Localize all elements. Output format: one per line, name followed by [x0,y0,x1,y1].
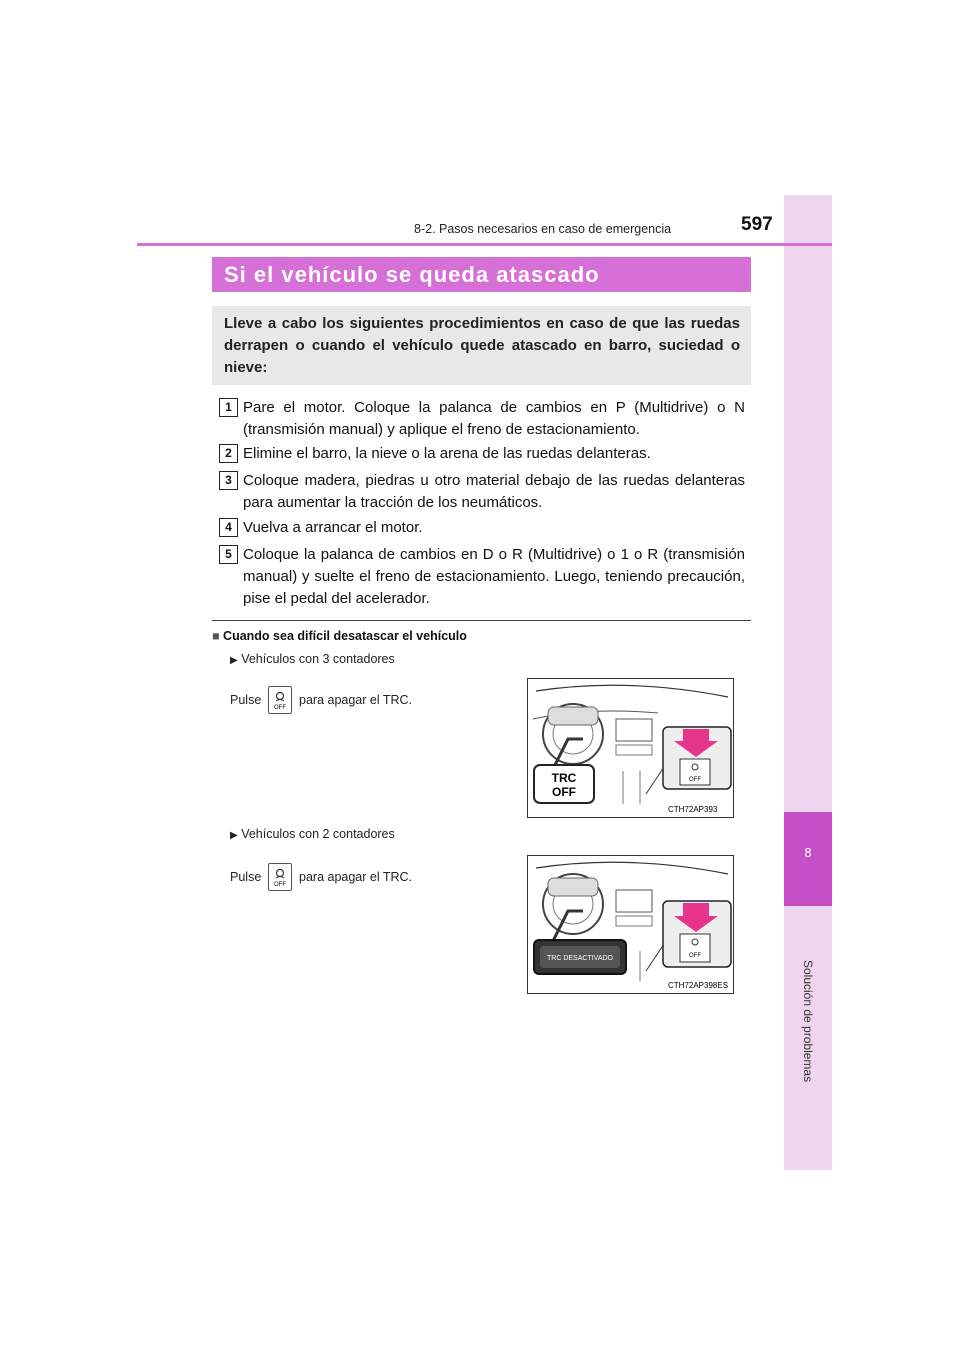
figure-code: CTH72AP398ES [668,981,729,990]
step-number: 5 [219,545,238,564]
press-instruction-label: Pulse [230,693,262,707]
chapter-title-vertical [775,960,841,1160]
step-text: Coloque madera, piedras u otro material debajo de las ruedas delanteras para aumentar la tracción de los neumáticos. [243,472,745,511]
figure-code: CTH72AP393 [668,805,718,814]
svg-text:OFF: OFF [689,777,701,783]
header-rule [137,243,832,246]
subsection-heading [212,629,467,643]
page-number: 597 [741,214,773,235]
trc-off-symbol [269,687,291,713]
triangle-bullet-icon: ▶ [230,655,238,666]
step-number: 3 [219,471,238,490]
button-off-text: OFF [274,882,286,888]
dashboard-illustration [528,679,733,817]
button-off-text: OFF [274,705,286,711]
step-number: 4 [219,518,238,537]
section-divider [212,620,751,621]
press-instruction-label: Pulse [230,870,262,884]
running-header: 8-2. Pasos necesarios en caso de emergencia [414,222,672,236]
trc-off-symbol [269,864,291,890]
chapter-title: Solución de problemas [801,960,815,1083]
step-text: Vuelva a arrancar el motor. [243,519,423,536]
subsection-heading-text: Cuando sea difícil desatascar el vehículo [223,629,467,643]
dashboard-figure [527,678,734,818]
chapter-number: 8 [804,845,812,860]
trc-off-button-icon [268,863,292,891]
trc-off-button-icon [268,686,292,714]
press-instruction-text: para apagar el TRC. [299,870,413,884]
press-instruction-text: para apagar el TRC. [299,693,413,707]
step-text: Pare el motor. Coloque la palanca de cambios en P (Multidrive) o N (transmisión manual) y aplique el freno de estacionamiento. [243,399,745,438]
square-bullet-icon: ■ [212,629,220,643]
page-title: Si el vehículo se queda atascado [224,262,600,287]
vehicle-variant-text: Vehículos con 3 contadores [241,652,395,666]
svg-text:OFF: OFF [552,785,576,799]
dashboard-illustration [528,856,733,993]
vehicle-variant-label [230,827,395,841]
vehicle-variant-label [230,652,395,666]
dashboard-figure [527,855,734,994]
step-text: Elimine el barro, la nieve o la arena de las ruedas delanteras. [243,445,651,462]
vehicle-variant-text: Vehículos con 2 contadores [241,827,395,841]
step-number: 2 [219,444,238,463]
intro-text: Lleve a cabo los siguientes procedimientos en caso de que las ruedas derrapen o cuando el vehículo quede atascado en barro, suciedad o nieve: [224,315,740,376]
svg-text:OFF: OFF [689,953,701,959]
step-number: 1 [219,398,238,417]
display-message: TRC DESACTIVADO [547,955,613,962]
svg-text:TRC: TRC [551,771,577,785]
step-text: Coloque la palanca de cambios en D o R (Multidrive) o 1 o R (transmisión manual) y suelte el freno de estacionamiento. Luego, teniendo precaución, pise el pedal del acelerador. [243,546,745,607]
triangle-bullet-icon: ▶ [230,830,238,841]
